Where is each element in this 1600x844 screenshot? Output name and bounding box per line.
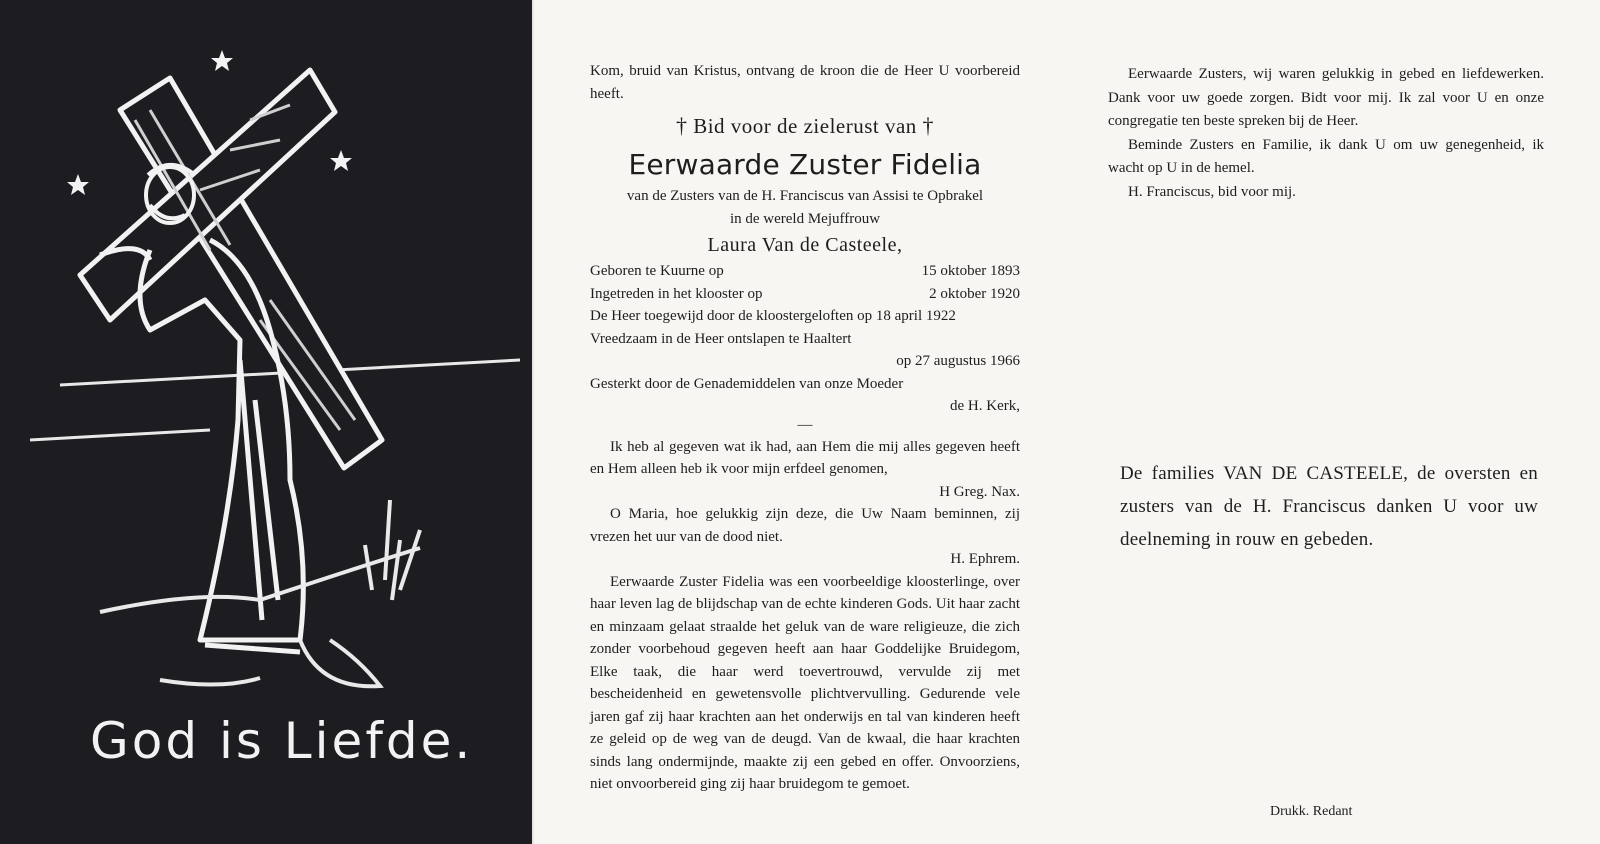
devotional-image-panel [0,0,532,844]
death-label: Vreedzaam in de Heer ontslapen te Haaltert [590,330,852,347]
star-icon [67,174,89,195]
entry-label: Ingetreden in het klooster op [590,285,763,302]
biography: Eerwaarde Zuster Fidelia was een voorbeeldige kloosterlinge, over haar leven lag de blijdschap van de echte kinderen Gods. Uit haar zacht en minzaam gelaat straalde het geluk van de ware religieuze, die zich zonder voorbehoud gegeven heeft aan haar Goddelijke Bruidegom, Elke taak, die haar werd toevertrouwd, vervulde zij met bescheidenheid en gewetensvolle plichtvervulling. Gedurende vele jaren gaf zij haar krachten aan het onderwijs en tal van kinderen heeft ze geleid op de weg van de deugd. Van de kwaal, die haar krachten sinds lang ondermijnde, maakte zij een gebed en offer. Onvoorziens, niet onvoorbereid ging zij haar bruidegom te gemoet. [590,573,1020,792]
family-thanks: De families VAN DE CASTEELE, de oversten en zusters van de H. Franciscus danken U voor uw deelneming in rouw en gebeden. [1120,463,1538,550]
quote-two: O Maria, hoe gelukkig zijn deze, die Uw Naam beminnen, zij vrezen het uur van de dood niet. [590,506,1020,545]
card-fold-divider [532,0,534,844]
motto-text: God is Liefde. [90,712,474,770]
cross-icon: † [675,113,688,138]
memorial-text-column [590,60,1020,796]
prayer-heading [590,111,1020,141]
quote-one-author: H Greg. Nax. [939,483,1020,500]
farewell-para-1: Eerwaarde Zusters, wij waren gelukkig in gebed en liefdewerken. Dank voor uw goede zorgen. Bidt voor mij. Ik zal voor U en onze congregatie ten beste spreken bij de Heer. [1108,66,1544,129]
sacraments-line: Gesterkt door de Genademiddelen van onze Moeder [590,375,904,392]
vows-line: De Heer toegewijd door de kloostergeloften op 18 april 1922 [590,308,956,324]
world-name: Laura Van de Casteele, [707,234,903,256]
separator: — [797,416,813,433]
entry-row [590,283,1020,306]
star-icon [330,150,352,171]
church-line: de H. Kerk, [950,398,1020,414]
printer-credit: Drukk. Redant [1270,804,1353,819]
world-name-intro: in de wereld Mejuffrouw [729,210,881,227]
birth-label: Geboren te Kuurne op [590,263,724,279]
birth-row [590,260,1020,283]
cross-icon: † [922,113,935,138]
prayer-line: Bid voor de zielerust van [693,114,917,138]
farewell-para-2: Beminde Zusters en Familie, ik dank U om uw genegenheid, ik wacht op U in de hemel. [1108,136,1544,176]
star-icon [211,50,233,71]
deceased-title: Eerwaarde Zuster Fidelia [628,148,982,181]
entry-date: 2 oktober 1920 [929,285,1020,302]
congregation-line: van de Zusters van de H. Franciscus van Assisi te Opbrakel [626,188,984,204]
quote-two-author: H. Ephrem. [950,551,1020,567]
birth-date: 15 oktober 1893 [921,263,1020,279]
death-date: op 27 augustus 1966 [896,353,1020,369]
quote-one: Ik heb al gegeven wat ik had, aan Hem die mij alles gegeven heeft en Hem alleen heb ik voor mijn erfdeel genomen, [590,438,1020,477]
farewell-para-3: H. Franciscus, bid voor mij. [1128,183,1296,200]
opening-verse: Kom, bruid van Kristus, ontvang de kroon die de Heer U voorbereid heeft. [590,63,1020,102]
farewell-column [1108,63,1544,204]
